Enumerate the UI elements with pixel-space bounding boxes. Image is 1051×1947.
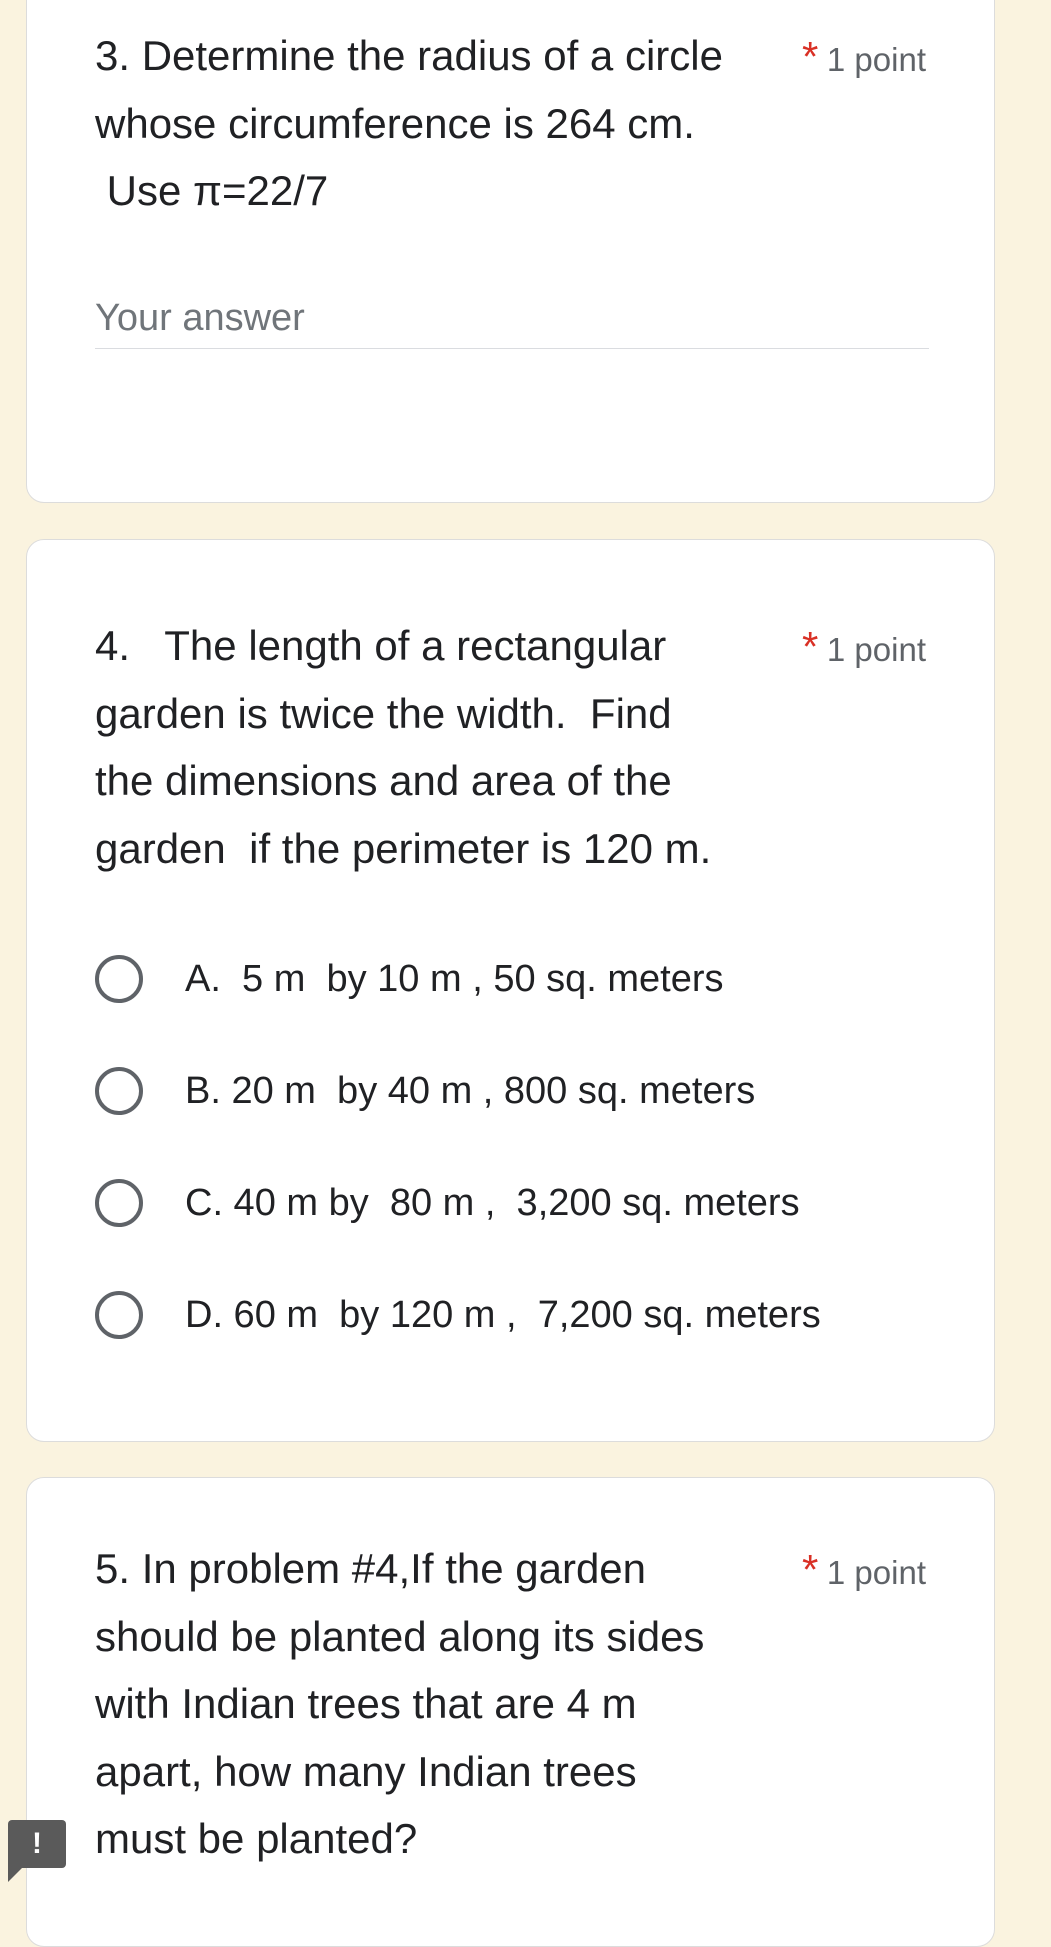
option-label: D. 60 m by 120 m , 7,200 sq. meters — [185, 1293, 821, 1336]
radio-button[interactable] — [95, 1291, 143, 1339]
answer-placeholder: Your answer — [95, 297, 305, 339]
question-line: should be planted along its sides — [95, 1612, 705, 1660]
question-line: the dimensions and area of the — [95, 757, 672, 804]
question-line: 3. Determine the radius of a circle — [95, 32, 723, 79]
question-line: must be planted? — [95, 1815, 418, 1862]
option-b[interactable] — [95, 1061, 755, 1121]
question-header — [95, 22, 926, 225]
points-label: 1 point — [826, 1554, 926, 1591]
option-c[interactable] — [95, 1173, 800, 1233]
exclamation-icon: ! — [32, 1827, 42, 1860]
question-line: Use π=22/7 — [95, 167, 329, 214]
points-label: 1 point — [826, 631, 926, 668]
question-card-5 — [26, 1477, 995, 1947]
question-line: 4. The length of a rectangular — [95, 622, 667, 669]
option-a[interactable] — [95, 949, 724, 1009]
radio-button[interactable] — [95, 1179, 143, 1227]
report-feedback-button[interactable] — [8, 1820, 66, 1868]
required-asterisk: * — [802, 623, 819, 670]
question-line: apart, how many Indian trees — [95, 1747, 637, 1795]
points-label: 1 point — [826, 41, 926, 78]
question-card-4 — [26, 539, 995, 1442]
question-header — [95, 612, 926, 882]
question-line: 5. In problem #4,If the garden — [95, 1545, 647, 1592]
question-line: garden is twice the width. Find — [95, 689, 672, 737]
question-card-3 — [26, 0, 995, 503]
radio-button[interactable] — [95, 1067, 143, 1115]
required-asterisk: * — [802, 33, 819, 80]
option-label: C. 40 m by 80 m , 3,200 sq. meters — [185, 1181, 800, 1224]
short-answer-input[interactable] — [95, 288, 929, 349]
question-line: garden if the perimeter is 120 m. — [95, 824, 712, 872]
option-d[interactable] — [95, 1285, 821, 1345]
option-label: B. 20 m by 40 m , 800 sq. meters — [185, 1069, 756, 1112]
radio-button[interactable] — [95, 955, 143, 1003]
question-line: whose circumference is 264 cm. — [95, 99, 695, 147]
question-header — [95, 1535, 926, 1873]
option-label: A. 5 m by 10 m , 50 sq. meters — [185, 957, 724, 1000]
question-line: with Indian trees that are 4 m — [95, 1680, 637, 1727]
required-asterisk: * — [802, 1546, 819, 1593]
